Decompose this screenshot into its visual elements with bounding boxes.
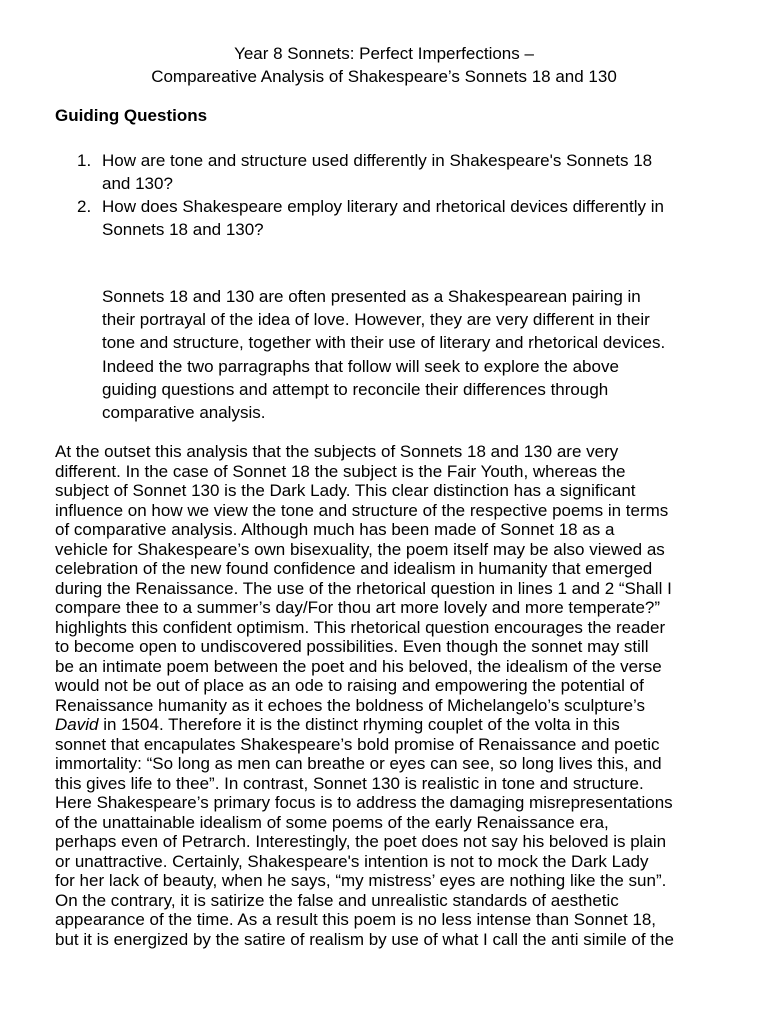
text-line bbox=[55, 715, 725, 735]
text-line: sonnet that encapulates Shakespeare’s bold promise of Renaissance and poetic bbox=[55, 734, 660, 754]
text-line: guiding questions and attempt to reconcile their differences through bbox=[102, 379, 609, 399]
question-line: Sonnets 18 and 130? bbox=[102, 220, 264, 239]
list-item bbox=[55, 149, 715, 195]
title-line-2: Compareative Analysis of Shakespeare’s Sonnets 18 and 130 bbox=[151, 67, 617, 86]
question-line: and 130? bbox=[102, 174, 173, 193]
document-title bbox=[0, 42, 768, 88]
text-line: Indeed the two parragraphs that follow will seek to explore the above bbox=[102, 356, 619, 376]
text-fragment: in 1504. Therefore it is the distinct rhyming couplet of the volta in this bbox=[98, 715, 620, 734]
section-heading: Guiding Questions bbox=[55, 106, 208, 125]
text-line: perhaps even of Petrarch. Interestingly, the poet does not say his beloved is plain bbox=[55, 832, 667, 851]
text-line: celebration of the new found confidence and idealism in humanity that emerged bbox=[55, 559, 653, 578]
intro-paragraph bbox=[102, 285, 712, 424]
italic-title: David bbox=[55, 715, 99, 734]
analysis-paragraph bbox=[55, 442, 725, 949]
text-line: influence on how we view the tone and structure of the respective poems in terms bbox=[55, 500, 669, 520]
text-line: of the unattainable idealism of some poems of the early Renaissance era, bbox=[55, 812, 609, 832]
text-line: or unattractive. Certainly, Shakespeare's intention is not to mock the Dark Lady bbox=[55, 851, 649, 871]
text-line: their portrayal of the idea of love. However, they are very different in their bbox=[102, 310, 650, 330]
text-line: compare thee to a summer’s day/For thou art more lovely and more temperate?” bbox=[55, 598, 661, 617]
text-line: different. In the case of Sonnet 18 the subject is the Fair Youth, whereas the bbox=[55, 461, 626, 481]
list-number: 2. bbox=[77, 197, 92, 216]
text-line: Renaissance humanity as it echoes the boldness of Michelangelo’s sculpture’s bbox=[55, 695, 645, 715]
text-line: On the contrary, it is satirize the false and unrealistic standards of aesthetic bbox=[55, 890, 619, 910]
text-line: subject of Sonnet 130 is the Dark Lady. This clear distinction has a significant bbox=[55, 481, 636, 500]
text-line: Sonnets 18 and 130 are often presented as a Shakespearean pairing in bbox=[102, 287, 641, 306]
text-line: for her lack of beauty, when he says, “my mistress’ eyes are nothing like the sun”. bbox=[55, 871, 667, 890]
list-item bbox=[55, 195, 715, 241]
text-line: At the outset this analysis that the subjects of Sonnets 18 and 130 are very bbox=[55, 442, 619, 461]
text-line: to become open to undiscovered possibilities. Even though the sonnet may still bbox=[55, 637, 649, 656]
text-line: highlights this confident optimism. This rhetorical question encourages the reader bbox=[55, 617, 666, 637]
text-line: vehicle for Shakespeare’s own bisexuality, the poem itself may be also viewed as bbox=[55, 539, 665, 559]
text-line: this gives life to thee”. In contrast, Sonnet 130 is realistic in tone and structure. bbox=[55, 773, 644, 793]
question-line: How are tone and structure used differently in Shakespeare's Sonnets 18 bbox=[102, 151, 653, 170]
text-line: appearance of the time. As a result this poem is no less intense than Sonnet 18, bbox=[55, 910, 657, 929]
guiding-questions-list bbox=[55, 149, 715, 241]
text-line: comparative analysis. bbox=[102, 403, 266, 423]
title-line-1: Year 8 Sonnets: Perfect Imperfections – bbox=[234, 44, 534, 63]
text-line: Here Shakespeare’s primary focus is to address the damaging misrepresentations bbox=[55, 793, 673, 812]
question-line: How does Shakespeare employ literary and rhetorical devices differently in bbox=[102, 197, 664, 216]
text-line: would not be out of place as an ode to raising and empowering the potential of bbox=[55, 676, 644, 695]
list-number: 1. bbox=[77, 151, 92, 170]
text-line: but it is energized by the satire of realism by use of what I call the anti simile of the bbox=[55, 929, 674, 949]
text-line: of comparative analysis. Although much has been made of Sonnet 18 as a bbox=[55, 520, 615, 539]
text-line: tone and structure, together with their use of literary and rhetorical devices. bbox=[102, 333, 666, 353]
text-line: immortality: “So long as men can breathe or eyes can see, so long lives this, and bbox=[55, 754, 662, 773]
text-line: during the Renaissance. The use of the rhetorical question in lines 1 and 2 “Shall I bbox=[55, 578, 672, 598]
text-line: be an intimate poem between the poet and his beloved, the idealism of the verse bbox=[55, 656, 662, 676]
